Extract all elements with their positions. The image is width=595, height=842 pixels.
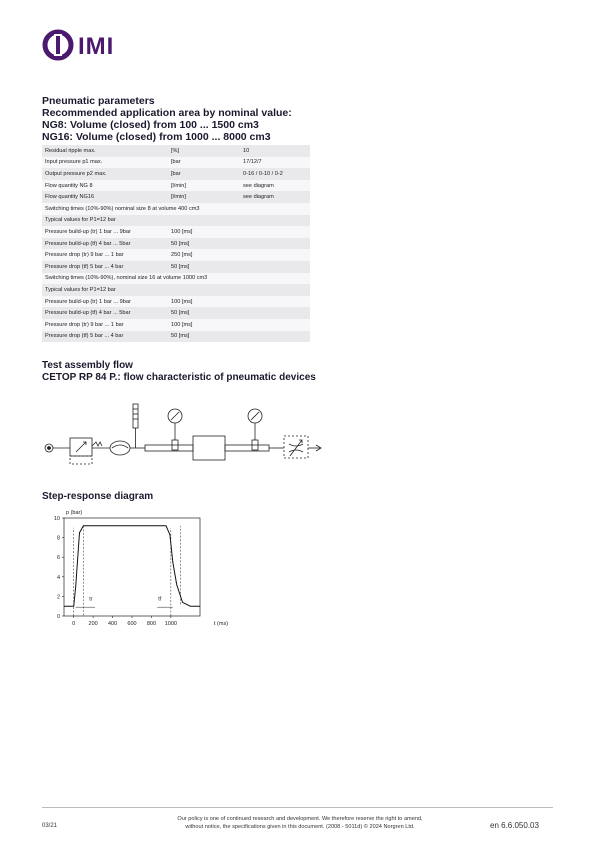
y-axis-label: p (bar)	[66, 510, 83, 516]
imi-logo	[42, 29, 122, 61]
table-cell: Switching times (10%-90%), nominal size 16 at volume 1000 cm3	[42, 273, 310, 285]
throttle-valve-symbol	[284, 436, 308, 458]
table-cell: 50 [ms]	[168, 307, 240, 319]
test-assembly-diagram	[40, 400, 330, 470]
table-row	[42, 319, 310, 331]
table-cell: Output pressure p2 max.	[42, 168, 168, 180]
y-tick-label: 4	[56, 574, 60, 581]
table-cell: Flow quantity NG 8	[42, 180, 168, 192]
table-cell: 100 [ms]	[168, 296, 240, 308]
x-axis-label: t (ms)	[214, 621, 229, 627]
params-heading: Pneumatic parameters	[42, 95, 155, 107]
footer-doc-number: en 6.6.050.03	[490, 821, 539, 830]
flow-meter-symbol	[110, 441, 130, 455]
table-row	[42, 331, 310, 343]
x-tick-label: 800	[146, 621, 157, 627]
table-row	[42, 203, 310, 215]
x-tick-label: 0	[72, 621, 76, 627]
table-cell: Switching times (10%-90%) nominal size 8 at volume 400 cm3	[42, 203, 310, 215]
table-row	[42, 273, 310, 285]
table-cell	[240, 296, 310, 308]
test-heading: Test assembly flow	[42, 360, 133, 371]
footer-disclaimer-line-1: Our policy is one of continued research and development. We therefore reserve the right to amend,	[177, 816, 423, 822]
table-cell: Typical values for P1=12 bar	[42, 215, 310, 227]
x-tick-label: 1000	[164, 621, 177, 627]
table-row	[42, 145, 310, 157]
footer-divider	[42, 807, 553, 808]
table-cell	[240, 331, 310, 343]
table-cell: Pressure build-up (tr) 1 bar ... 9bar	[42, 226, 168, 238]
x-tick-label: 200	[88, 621, 98, 627]
footer-disclaimer	[150, 815, 450, 831]
table-cell	[240, 307, 310, 319]
table-row	[42, 180, 310, 192]
table-cell: Pressure drop (tf) 5 bar ... 4 bar	[42, 331, 168, 343]
table-cell: [bar	[168, 168, 240, 180]
table-row	[42, 215, 310, 227]
y-tick-label: 0	[56, 614, 60, 620]
params-subheading-2: NG8: Volume (closed) from 100 ... 1500 cm3	[42, 119, 259, 131]
table-cell: Residual ripple max.	[42, 145, 168, 157]
y-tick-label: 8	[56, 535, 60, 542]
device-under-test-symbol	[193, 436, 225, 460]
table-row	[42, 296, 310, 308]
y-tick-label: 6	[56, 555, 60, 562]
table-cell	[240, 238, 310, 250]
table-cell: Pressure drop (tr) 9 bar ... 1 bar	[42, 319, 168, 331]
plot-frame	[64, 518, 200, 616]
y-tick-label: 10	[53, 516, 60, 522]
imi-logo-mark	[42, 29, 74, 61]
step-response-line	[64, 526, 200, 606]
table-cell: see diagram	[240, 180, 310, 192]
table-cell: Pressure drop (tr) 9 bar ... 1 bar	[42, 249, 168, 261]
table-cell	[240, 261, 310, 273]
tf-annotation: tf	[158, 596, 162, 603]
table-cell: 250 [ms]	[168, 249, 240, 261]
table-row	[42, 157, 310, 169]
table-cell: 50 [ms]	[168, 238, 240, 250]
step-heading: Step-response diagram	[42, 491, 154, 502]
table-cell: [bar	[168, 157, 240, 169]
table-cell	[240, 226, 310, 238]
thermometer-symbol	[133, 404, 138, 428]
logo-text: IMI	[78, 33, 115, 60]
table-cell: [l/min]	[168, 191, 240, 203]
x-tick-label: 600	[127, 621, 137, 627]
table-cell: 50 [ms]	[168, 261, 240, 273]
x-tick-label: 400	[107, 621, 118, 627]
table-cell	[240, 249, 310, 261]
params-table	[42, 145, 310, 342]
y-tick-label: 2	[56, 594, 60, 601]
footer-date: 03/21	[42, 823, 58, 829]
table-cell: 50 [ms]	[168, 331, 240, 343]
params-subheading-1: Recommended application area by nominal value:	[42, 107, 292, 119]
table-cell	[240, 319, 310, 331]
table-row	[42, 307, 310, 319]
tr-annotation: tr	[89, 596, 93, 603]
table-row	[42, 238, 310, 250]
table-row	[42, 191, 310, 203]
footer-disclaimer-line-2: without notice, the specifications given in this document. (2008 - 5011d) © 2024 Norgren Ltd.	[185, 824, 415, 830]
table-cell: Pressure build-up (tf) 4 bar ... 5bar	[42, 238, 168, 250]
step-response-chart	[40, 502, 240, 630]
table-cell: 100 [ms]	[168, 319, 240, 331]
table-cell: [%]	[168, 145, 240, 157]
table-row	[42, 226, 310, 238]
table-cell: Pressure build-up (tr) 1 bar ... 9bar	[42, 296, 168, 308]
table-cell: [l/min]	[168, 180, 240, 192]
table-row	[42, 168, 310, 180]
table-cell: 10	[240, 145, 310, 157]
test-subheading: CETOP RP 84 P.: flow characteristic of pneumatic devices	[42, 372, 316, 383]
table-cell: 0-16 / 0-10 / 0-2	[240, 168, 310, 180]
table-cell: 100 [ms]	[168, 226, 240, 238]
table-cell: Pressure build-up (tf) 4 bar ... 5bar	[42, 307, 168, 319]
table-cell: Pressure drop (tf) 5 bar ... 4 bar	[42, 261, 168, 273]
table-cell: Flow quantity NG16	[42, 191, 168, 203]
table-cell: Input pressure p1 max.	[42, 157, 168, 169]
table-cell: Typical values for P1=12 bar	[42, 284, 310, 296]
table-row	[42, 261, 310, 273]
table-cell: see diagram	[240, 191, 310, 203]
table-row	[42, 249, 310, 261]
table-row	[42, 284, 310, 296]
table-cell: 17/12/7	[240, 157, 310, 169]
params-subheading-3: NG16: Volume (closed) from 1000 ... 8000 cm3	[42, 131, 271, 143]
